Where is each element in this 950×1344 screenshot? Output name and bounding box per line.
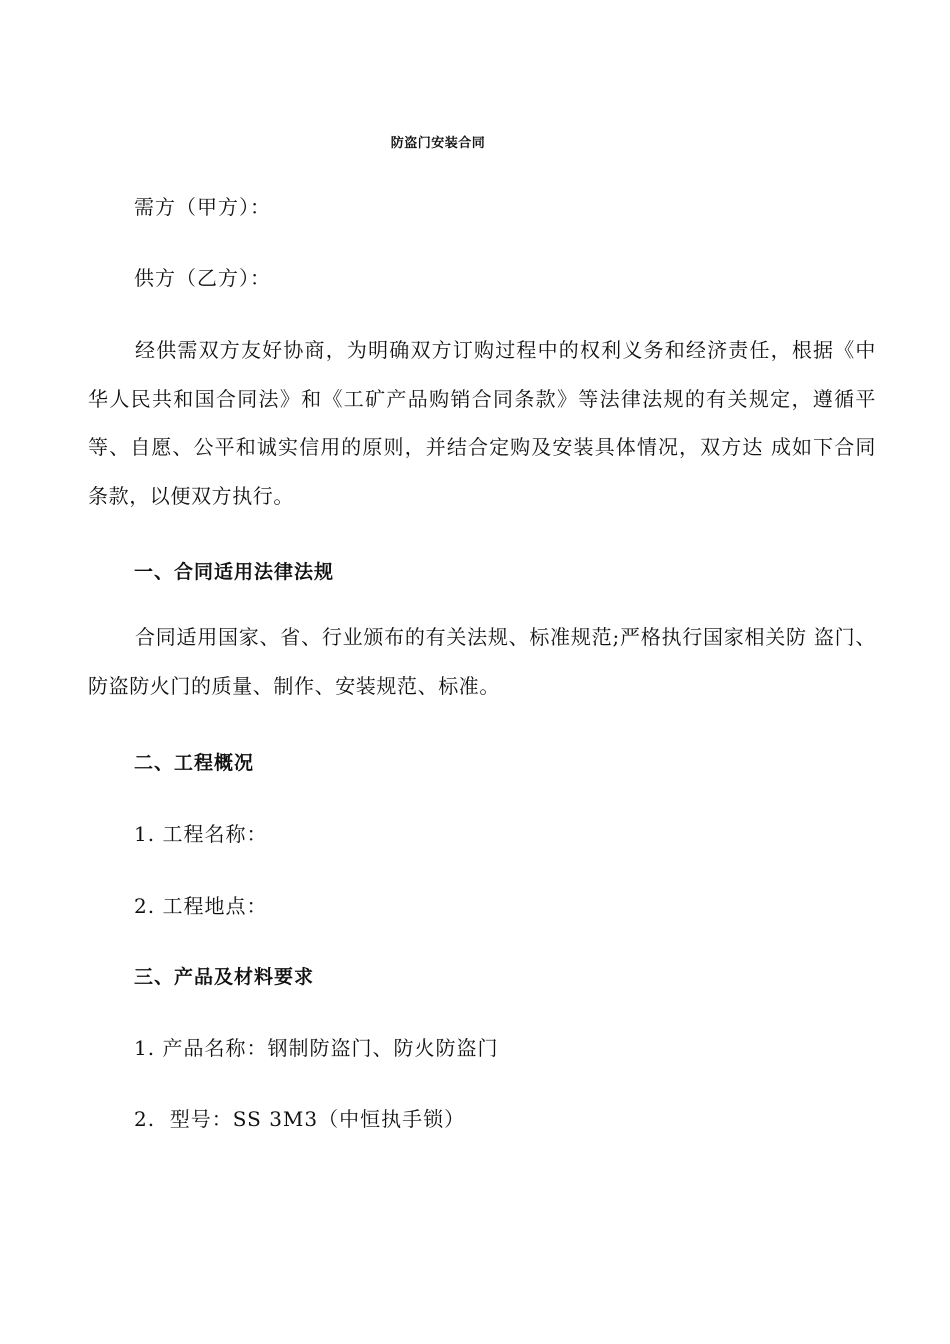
project-location-item: 2. 工程地点： (134, 894, 268, 918)
section-3-heading: 三、产品及材料要求 (134, 966, 315, 988)
section-1-body: 合同适用国家、省、行业颁布的有关法规、标准规范;严格执行国家相关防 盗门、防盗防火门的质量、制作、安装规范、标准。 (88, 625, 876, 698)
intro-paragraph: 经供需双方友好协商，为明确双方订购过程中的权利义务和经济责任，根据《中华人民共和国合同法》和《工矿产品购销合同条款》等法律法规的有关规定，遵循平等、自愿、公平和诚实信用的原则，并结合定购及安装具体情况，双方达 成如下合同条款，以便双方执行。 (88, 338, 876, 508)
party-b-label: 供方（乙方）： (134, 266, 271, 290)
document-title: 防盗门安装合同 (390, 136, 486, 151)
section-1-heading: 一、合同适用法律法规 (134, 561, 335, 583)
product-name-item: 1. 产品名称：钢制防盗门、防火防盗门 (134, 1036, 499, 1060)
project-name-item: 1. 工程名称： (134, 822, 268, 846)
product-model-item: 2. 型号：SS 3M3（中恒执手锁） (134, 1107, 466, 1131)
party-a-label: 需方（甲方）： (134, 195, 271, 219)
section-2-heading: 二、工程概况 (134, 752, 255, 774)
